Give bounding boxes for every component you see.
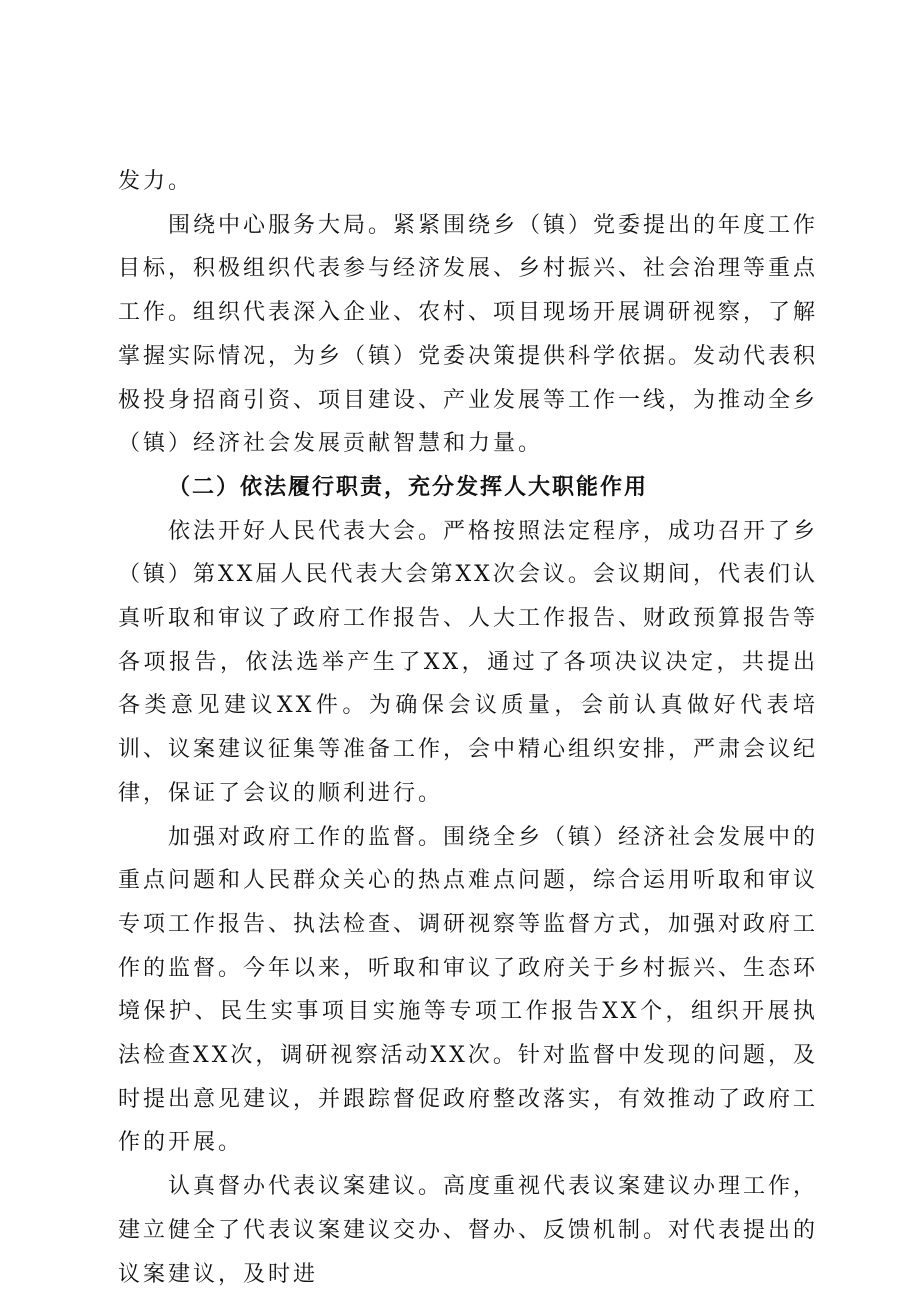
paragraph-serve-center: 围绕中心服务大局。紧紧围绕乡（镇）党委提出的年度工作目标，积极组织代表参与经济发展、乡村振兴、社会治理等重点工作。组织代表深入企业、农村、项目现场开展调研视察，了解掌握实际情况，为乡（镇）党委决策提供科学依据。发动代表积极投身招商引资、项目建设、产业发展等工作一线，为推动全乡（镇）经济社会发展贡献智慧和力量。 [118, 212, 819, 457]
paragraph-proposal-supervision: 认真督办代表议案建议。高度重视代表议案建议办理工作，建立健全了代表议案建议交办、督办、反馈机制。对代表提出的议案建议，及时进 [118, 1174, 819, 1287]
paragraph-people-congress: 依法开好人民代表大会。严格按照法定程序，成功召开了乡（镇）第XX届人民代表大会第XX次会议。会议期间，代表们认真听取和审议了政府工作报告、人大工作报告、财政预算报告等各项报告，依法选举产生了XX，通过了各项决议决定，共提出各类意见建议XX件。为确保会议质量，会前认真做好代表培训、议案建议征集等准备工作，会中精心组织安排，严肃会议纪律，保证了会议的顺利进行。 [118, 518, 819, 806]
document-page [118, 160, 818, 1296]
paragraph-government-supervision: 加强对政府工作的监督。围绕全乡（镇）经济社会发展中的重点问题和人民群众关心的热点难点问题，综合运用听取和审议专项工作报告、执法检查、调研视察等监督方式，加强对政府工作的监督。今年以来，听取和审议了政府关于乡村振兴、生态环境保护、民生实事项目实施等专项工作报告XX个，组织开展执法检查XX次，调研视察活动XX次。针对监督中发现的问题，及时提出意见建议，并跟踪督促政府整改落实，有效推动了政府工作的开展。 [118, 824, 819, 1156]
paragraph-continuation: 发力。 [118, 169, 194, 194]
section-heading: （二）依法履行职责，充分发挥人大职能作用 [168, 474, 649, 500]
